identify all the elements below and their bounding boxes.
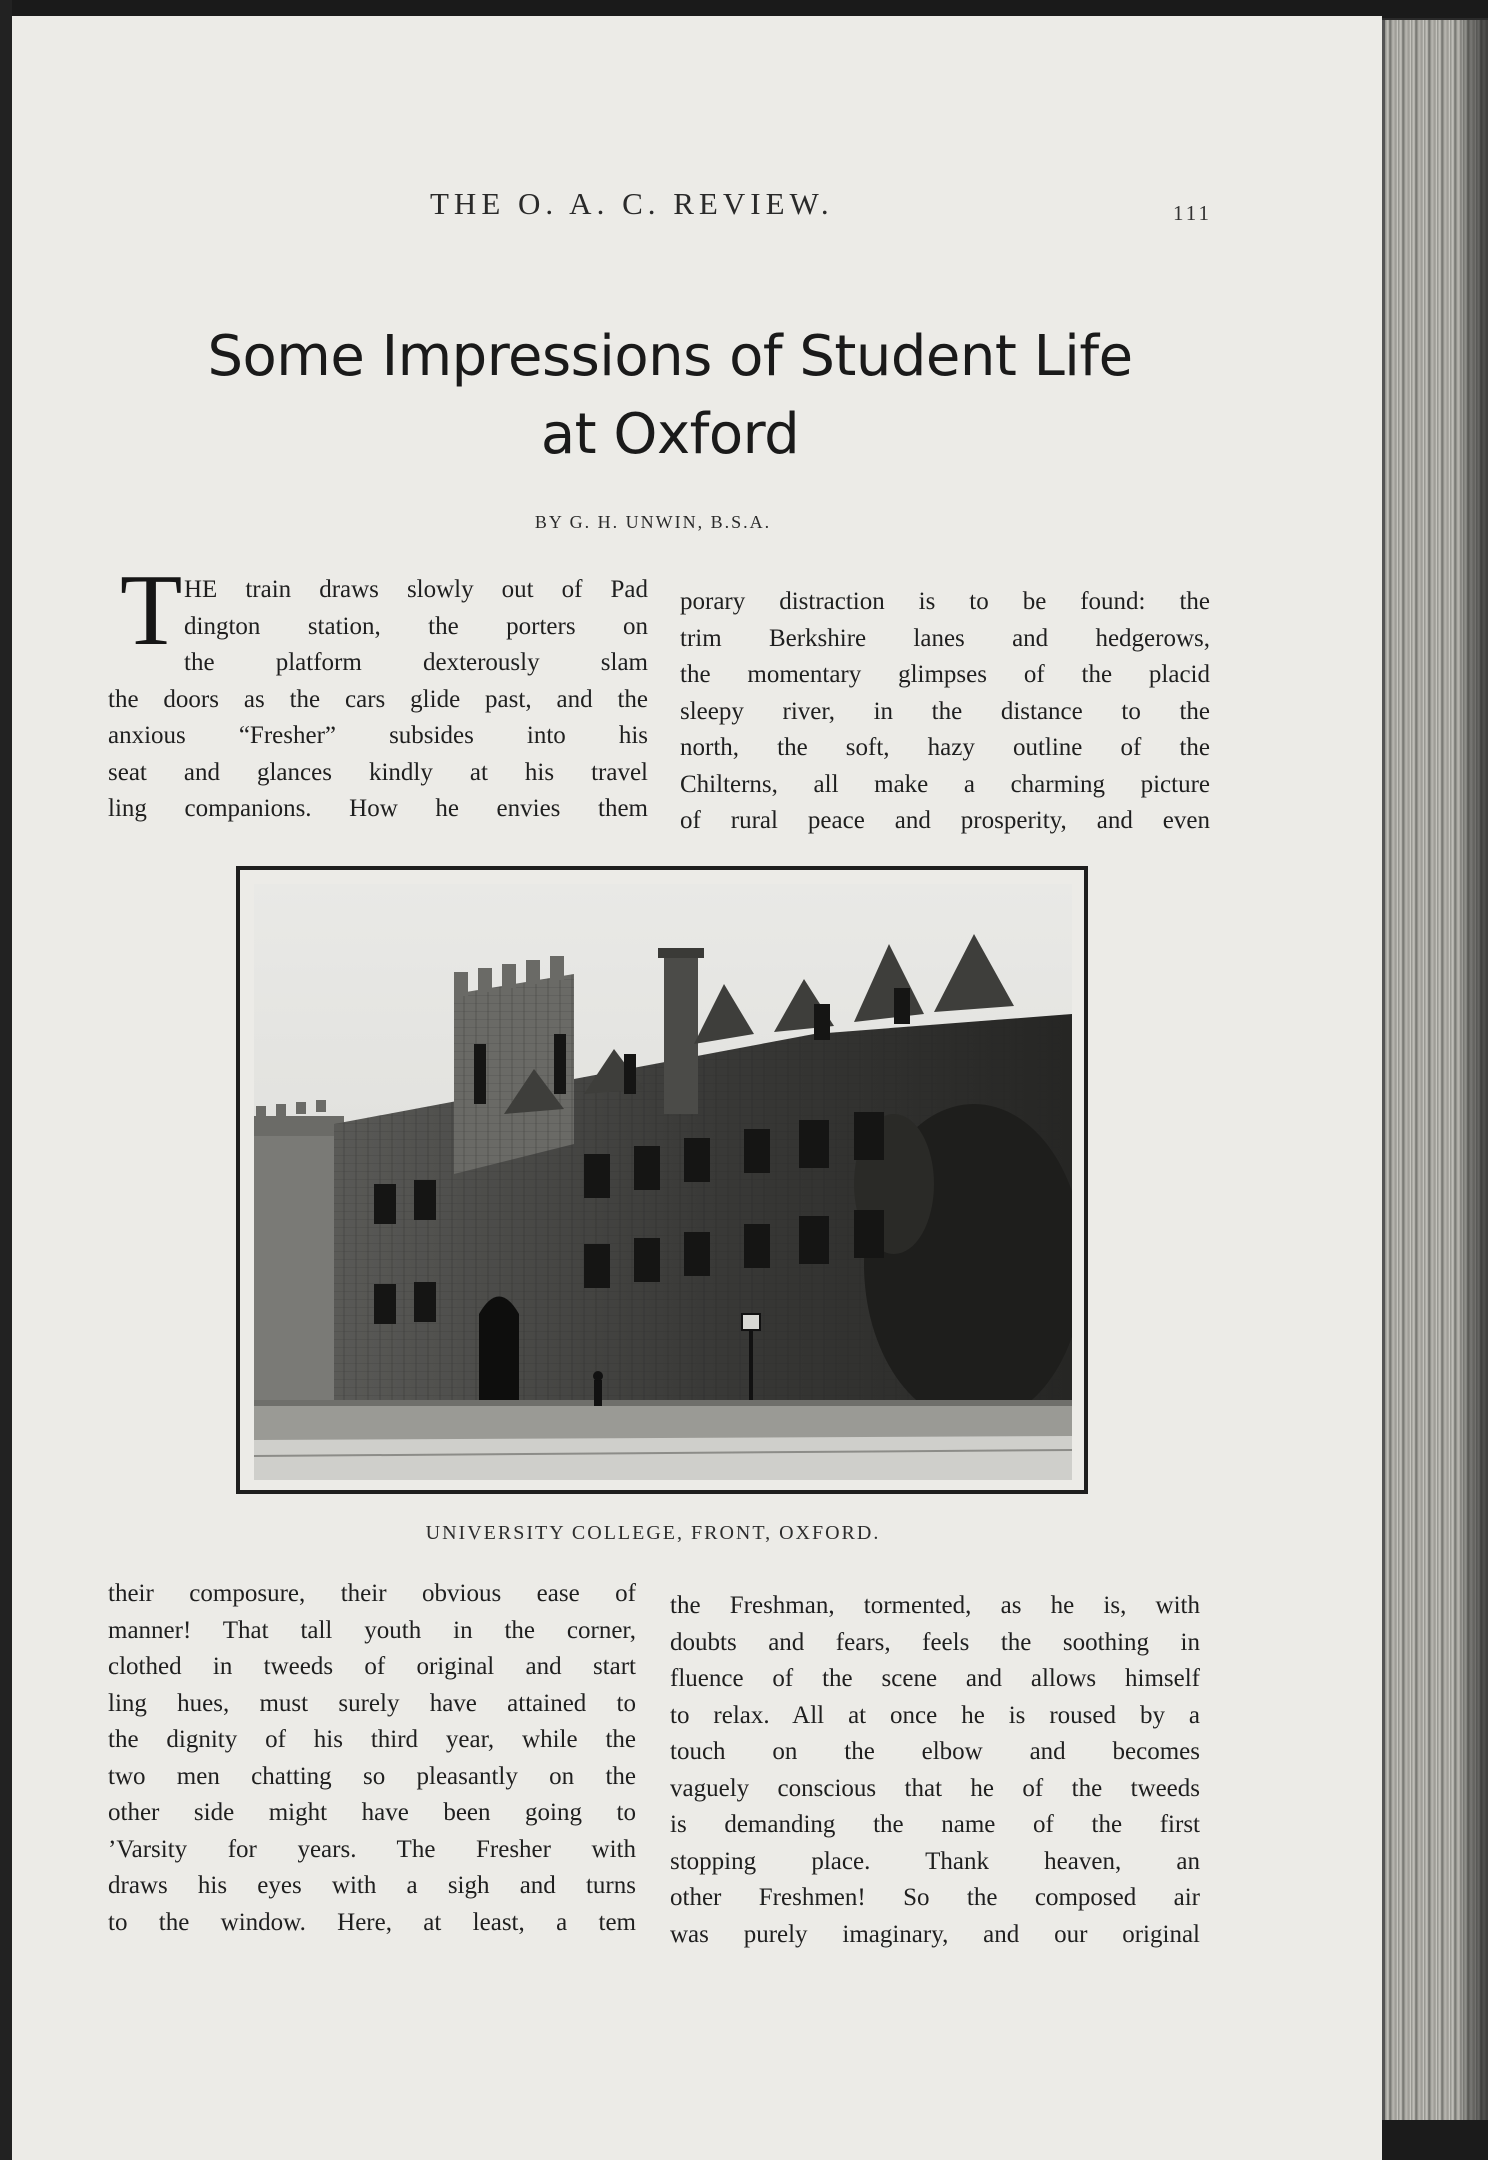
text-line: draws his eyes with a sigh and turns — [108, 1872, 636, 1899]
text-line: ling hues, must surely have attained to — [108, 1689, 636, 1717]
text-line: clothed in tweeds of original and start — [108, 1653, 636, 1680]
figure-caption: UNIVERSITY COLLEGE, FRONT, OXFORD. — [425, 1522, 881, 1544]
text-column-right-top — [680, 584, 1210, 840]
text-line: ’Varsity for years. The Fresher with — [108, 1835, 636, 1863]
title-line-2: at Oxford — [540, 402, 800, 467]
text-line: other side might have been going to — [108, 1799, 636, 1826]
text-line: dington station, the porters on — [184, 612, 648, 640]
text-line: touch on the elbow and becomes — [670, 1738, 1200, 1765]
building-illustration — [254, 884, 1072, 1480]
text-line: the Freshman, tormented, as he is, with — [670, 1592, 1200, 1619]
figure-photo-frame — [236, 866, 1088, 1494]
text-line: was purely imaginary, and our original — [670, 1920, 1200, 1948]
text-line: sleepy river, in the distance to the — [680, 697, 1210, 725]
text-line: fluence of the scene and allows himself — [670, 1665, 1200, 1692]
text-line: manner! That tall youth in the corner, — [108, 1616, 636, 1644]
text-line: seat and glances kindly at his travel — [108, 758, 648, 786]
book-edge-bottom — [1382, 2120, 1488, 2160]
text-column-left-top — [108, 572, 648, 828]
text-line: ling companions. How he envies them — [108, 795, 648, 822]
text-line: their composure, their obvious ease of — [108, 1580, 636, 1607]
article-title — [0, 318, 1340, 474]
text-line: trim Berkshire lanes and hedgerows, — [680, 624, 1210, 652]
text-line: of rural peace and prosperity, and even — [680, 807, 1210, 834]
text-line: the momentary glimpses of the placid — [680, 661, 1210, 688]
text-line: HE train draws slowly out of Pad — [184, 576, 648, 603]
text-line: Chilterns, all make a charming picture — [680, 770, 1210, 798]
text-line: two men chatting so pleasantly on the — [108, 1762, 636, 1790]
book-edge-shadow — [1460, 20, 1488, 2160]
text-line: other Freshmen! So the composed air — [670, 1884, 1200, 1911]
text-line: doubts and fears, feels the soothing in — [670, 1628, 1200, 1656]
text-line: to the window. Here, at least, a tem — [108, 1908, 636, 1936]
text-column-left-bottom — [108, 1576, 636, 1941]
page-number: 111 — [1173, 201, 1212, 225]
text-line: anxious “Fresher” subsides into his — [108, 722, 648, 749]
text-line: north, the soft, hazy outline of the — [680, 734, 1210, 761]
text-line: vaguely conscious that he of the tweeds — [670, 1774, 1200, 1802]
text-line: is demanding the name of the first — [670, 1811, 1200, 1838]
byline: BY G. H. UNWIN, B.S.A. — [534, 512, 772, 532]
text-line: porary distraction is to be found: the — [680, 588, 1210, 615]
text-line: stopping place. Thank heaven, an — [670, 1847, 1200, 1875]
text-line: the dignity of his third year, while the — [108, 1726, 636, 1753]
text-line: the platform dexterously slam — [184, 649, 648, 676]
university-college-photo — [254, 884, 1072, 1480]
text-line: the doors as the cars glide past, and the — [108, 685, 648, 713]
title-line-1: Some Impressions of Student Life — [207, 324, 1133, 389]
drop-cap: T — [120, 554, 183, 667]
text-column-right-bottom — [670, 1588, 1200, 1953]
running-header: THE O. A. C. REVIEW. — [430, 186, 834, 221]
text-line: to relax. All at once he is roused by a — [670, 1701, 1200, 1729]
